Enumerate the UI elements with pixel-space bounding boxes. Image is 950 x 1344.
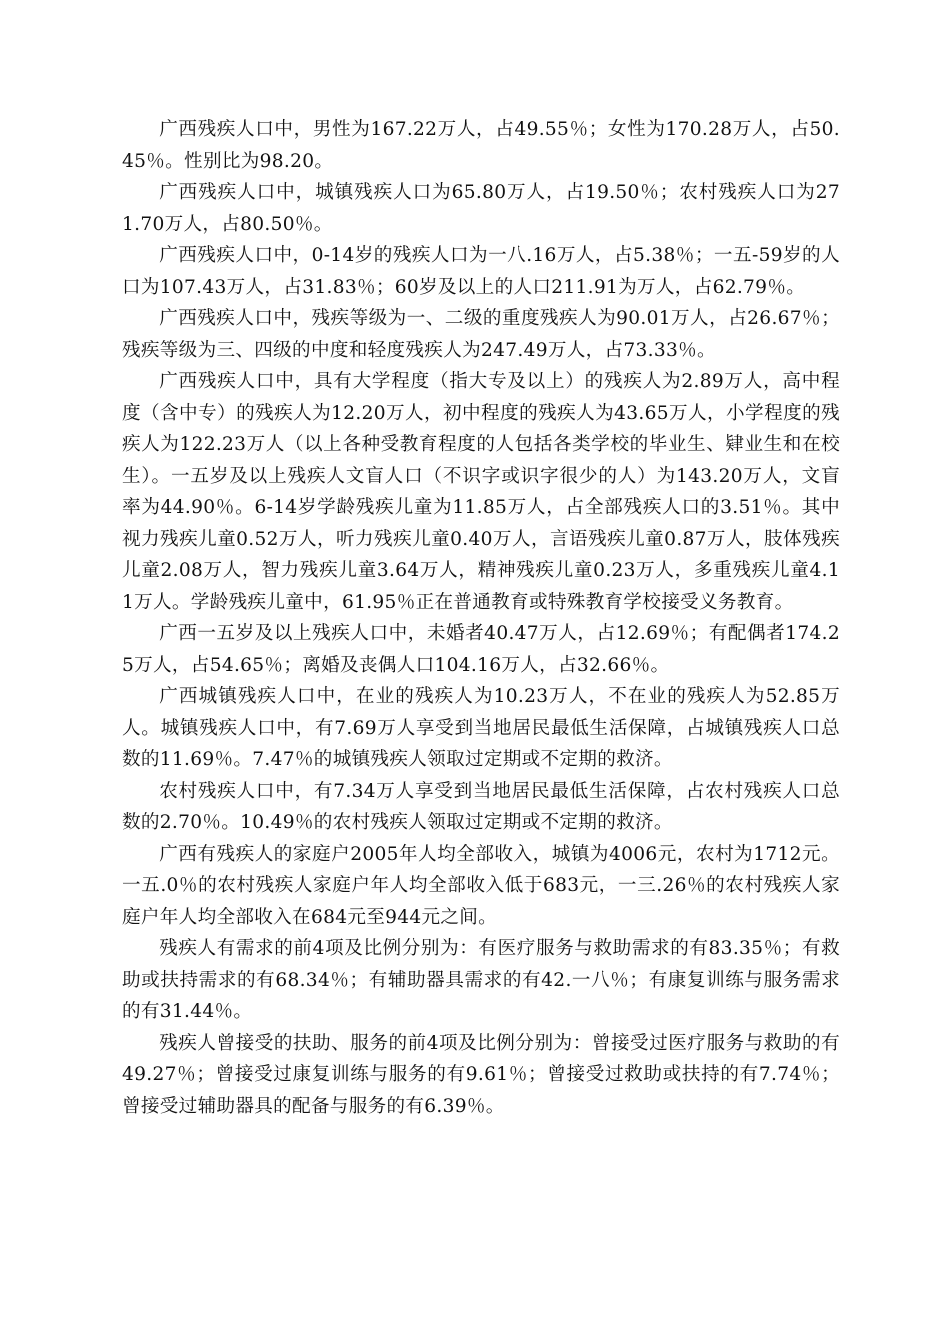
paragraph-urban-rural: 广西残疾人口中，城镇残疾人口为65.80万人，占19.50％；农村残疾人口为271.70万人，占80.50％。 (122, 182, 840, 235)
document-body (122, 114, 840, 1122)
paragraph-rural-security: 农村残疾人口中，有7.34万人享受到当地居民最低生活保障，占农村残疾人口总数的2.70％。10.49％的农村残疾人领取过定期或不定期的救济。 (122, 780, 840, 833)
paragraph-urban-employment: 广西城镇残疾人口中，在业的残疾人为10.23万人，不在业的残疾人为52.85万人。城镇残疾人口中，有7.69万人享受到当地居民最低生活保障，占城镇残疾人口总数的11.69％。7.47％的城镇残疾人领取过定期或不定期的救济。 (122, 686, 840, 770)
paragraph-age: 广西残疾人口中，0-14岁的残疾人口为一八.16万人，占5.38％；一五-59岁的人口为107.43万人，占31.83％；60岁及以上的人口211.91为万人，占62.79％。 (122, 245, 840, 298)
paragraph-household-income: 广西有残疾人的家庭户2005年人均全部收入，城镇为4006元，农村为1712元。一五.0％的农村残疾人家庭户年人均全部收入低于683元，一三.26％的农村残疾人家庭户年人均全部收入在684元至944元之间。 (122, 843, 840, 928)
paragraph-gender: 广西残疾人口中，男性为167.22万人，占49.55％；女性为170.28万人，占50.45％。性别比为98.20。 (122, 119, 840, 172)
paragraph-education: 广西残疾人口中，具有大学程度（指大专及以上）的残疾人为2.89万人，高中程度（含中专）的残疾人为12.20万人，初中程度的残疾人为43.65万人，小学程度的残疾人为122.23万人（以上各种受教育程度的人包括各类学校的毕业生、肄业生和在校生）。一五岁及以上残疾人文盲人口（不识字或识字很少的人）为143.20万人，文盲率为44.90％。6-14岁学龄残疾儿童为11.85万人，占全部残疾人口的3.51％。其中视力残疾儿童0.52万人，听力残疾儿童0.40万人，言语残疾儿童0.87万人，肢体残疾儿童2.08万人，智力残疾儿童3.64万人，精神残疾儿童0.23万人，多重残疾儿童4.11万人。学龄残疾儿童中，61.95％正在普通教育或特殊教育学校接受义务教育。 (122, 371, 840, 613)
paragraph-disability-level: 广西残疾人口中，残疾等级为一、二级的重度残疾人为90.01万人，占26.67％；残疾等级为三、四级的中度和轻度残疾人为247.49万人，占73.33％。 (122, 308, 840, 361)
paragraph-services-received: 残疾人曾接受的扶助、服务的前4项及比例分别为：曾接受过医疗服务与救助的有49.27％；曾接受过康复训练与服务的有9.61％；曾接受过救助或扶持的有7.74％；曾接受过辅助器具的配备与服务的有6.39％。 (122, 1032, 840, 1117)
paragraph-needs: 残疾人有需求的前4项及比例分别为：有医疗服务与救助需求的有83.35％；有救助或扶持需求的有68.34％；有辅助器具需求的有42.一八％；有康复训练与服务需求的有31.44％。 (122, 938, 840, 1022)
paragraph-marital-status: 广西一五岁及以上残疾人口中，未婚者40.47万人，占12.69％；有配偶者174.25万人，占54.65％；离婚及丧偶人口104.16万人，占32.66％。 (122, 623, 840, 676)
